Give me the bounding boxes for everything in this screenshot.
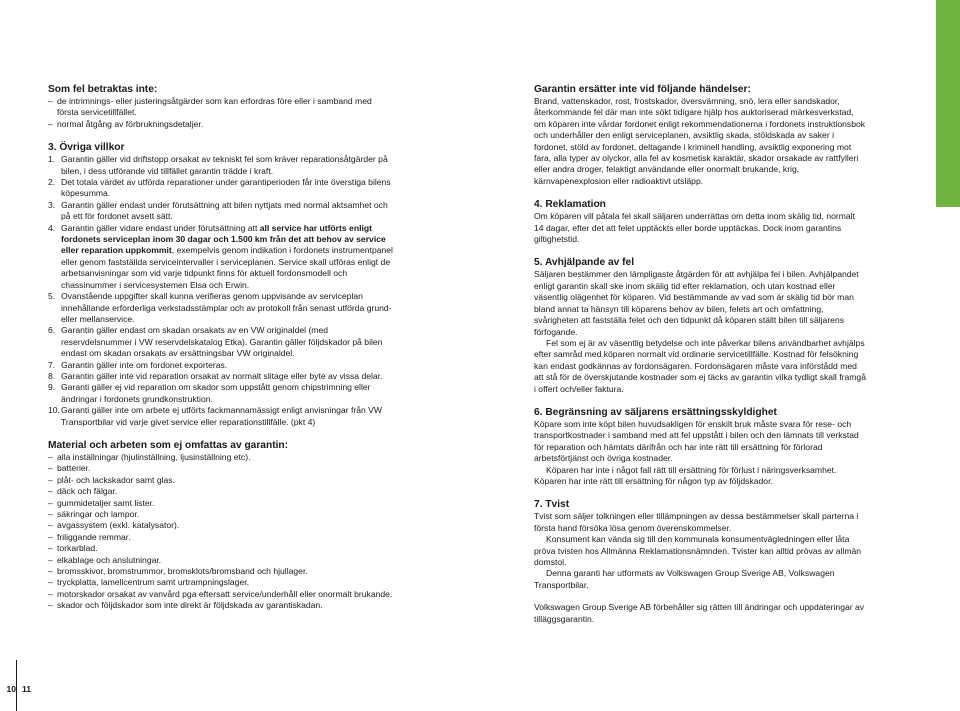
list-item: 9. Garanti gäller ej vid reparation om skador som uppstått genom chipstrimning eller ändringar i fordonets grundkonstruktion. [48,382,371,404]
list-item: – normal åtgång av förbrukningsdetaljer. [48,118,204,129]
list-item: – batterier. [48,463,91,474]
page-number-left: 10 [6,684,16,694]
events-heading: Garantin ersätter inte vid följande händelser: [534,84,751,95]
footer-note: Volkswagen Group Sverige AB förbehåller sig rätten till ändringar och uppdateringar av tilläggsgarantin. [534,602,865,624]
list-item: – säkringar och lampor. [48,509,140,519]
section-3-heading: 3. Övriga villkor [48,142,125,154]
list-item: 2. Det totala värdet av utförda reparationer under garantiperioden får inte överstiga bilens köpesumma. [48,177,391,199]
left-column [48,83,393,612]
list-item: – skador och följdskador som inte direkt är följdskada av garantiskadan. [48,600,323,611]
fault-list [48,96,393,130]
list-item: – elkablage och anslutningar. [48,554,162,565]
conditions-list [48,154,393,428]
list-item: 6. Garantin gäller endast om skadan orsakats av en VW originaldel (med reservdelsnummer i VW reservdelskatalog Etka). Garantin gäller följdskador på bilen endast om skadan orsakats av ersättningsbar VW originaldel. [48,325,383,359]
list-item: 4. Garantin gäller vidare endast under förutsättning att all service har utförts enligt fordonets serviceplan inom 30 dagar och 1.500 km från det att behov av service eller reparation uppkommit, exempelvis genom indikation i fordonets instrumentpanel eller genom fastställda serviceintervaller i serviceplanen. Service skall utföras enligt de arbetsanvisningar som vid varje tidpunkt finns för aktuell fordonsmodell och chassinummer i servicesystemen Elsa och Erwin. [48,222,393,290]
accent-color-bar [936,0,960,207]
list-item: – gummidetaljer samt lister. [48,497,155,508]
list-item: – avgassystem (exkl. katalysator). [48,520,180,531]
materials-list [48,452,393,612]
section-4-heading: 4. Reklamation [534,199,606,211]
section-7-heading: 7. Tvist [534,499,570,511]
section-7-paragraph: Konsument kan vända sig till den kommunala konsumentvägledningen eller låta pröva tvisten hos Allmänna Reklamationsnämnden. Tvister kan alltid prövas av allmän domstol. [534,534,862,567]
events-body: Brand, vattenskador, rost, frostskador, översvämning, snö, lera eller sandskador, återkommande fel där man inte sökt tidigare hjälp hos auktoriserad märkesverkstad, om köparen inte vårdar fordonet enligt rekommendationerna i fordonets instruktionsbok och underhåller den enligt serviceplanen, avsiktlig skada, stöldskada av saker i fordonet, stöld av fordonet, deltagande i kriminell handling, avsiktlig exponering mot fara, alla typer av olyckor, alla fel av kosmetisk karaktär, skador orsakade av rattfylleri eller andra droger, felaktigt användande eller onormalt brukande, krig, kärnvapenexplosion eller radioaktivt utsläpp. [534,96,866,186]
list-item: 7. Garantin gäller inte om fordonet exporteras. [48,359,228,370]
right-column [534,83,866,625]
list-item: – torkarblad. [48,543,98,554]
list-item: 5. Ovanstående uppgifter skall kunna verifieras genom uppvisande av serviceplan innehållande erforderliga verkstadsstämplar och av protokoll från senast utförda grund- eller mellanservice. [48,291,392,324]
section-7-paragraph: Denna garanti har utformats av Volkswagen Group Sverige AB, Volkswagen Transportbilar. [534,568,835,590]
section-5-paragraph: Säljaren bestämmer den lämpligaste åtgärden för att avhjälpa fel i bilen. Avhjälpandet enligt garantin skall ske inom skälig tid efter reklamation, och utan kostnad eller väsentlig olägenhet för köparen. Vid bestämmande av vad som är skälig tid bör man bland annat ta hänsyn till köparens behov av bilen, felets art och omfattning, svårigheten att fastställa felet och den tidpunkt då köparen ställt bilen till säljarens förfogande. [534,269,859,337]
fault-heading: Som fel betraktas inte: [48,84,158,95]
section-5-heading: 5. Avhjälpande av fel [534,257,635,269]
list-item: 3. Garantin gäller endast under förutsättning att bilen nyttjats med normal aktsamhet och på ett för fordonet avsett sätt. [48,199,388,222]
materials-heading: Material och arbeten som ej omfattas av garantin: [48,439,289,451]
page-divider [16,660,17,711]
list-item: – alla inställningar (hjulinställning, ljusinställning etc). [48,451,251,462]
list-item: 1. Garantin gäller vid driftstopp orsakat av tekniskt fel som kräver reparationsåtgärder på bilen, i dess utförande vid tillfället garantin trädde i kraft. [48,154,388,176]
list-item: – bromsskivor, bromstrummor, bromsklots/bromsband och hjullager. [48,566,308,577]
list-item: – däck och fälgar. [48,486,118,497]
section-6-paragraph: Köparen har inte i något fall rätt till ersättning för förlust i näringsverksamhet. Köparen har inte rätt till ersättning för någon typ av följdskador. [534,464,837,486]
list-item: – tryckplatta, lamellcentrum samt urtrampningslager. [48,577,249,588]
list-item: – de intrimnings- eller justeringsåtgärder som kan erfordras före eller i samband med första servicetillfället. [48,96,372,118]
list-item: – friliggande remmar. [48,531,131,542]
section-4-body: Om köparen vill påtala fel skall säljaren underrättas om detta inom skälig tid, normalt 14 dagar, efter det att felet upptäckts eller borde upptäckas. Dock inom garantins giltighetstid. [534,211,855,245]
page-number-right: 11 [22,684,32,694]
list-item: 10. Garanti gäller inte om arbete ej utförts fackmannamässigt enligt anvisningar från VW Transportbilar vid varje givet service eller reparationstillfälle. (pkt 4) [48,405,382,427]
section-7-paragraph: Tvist som säljer tolkningen eller tillämpningen av dessa bestämmelser skall parterna i första hand försöka lösa genom överenskommelser. [534,511,859,533]
section-6-paragraph: Köpare som inte köpt bilen huvudsakligen för enskilt bruk måste svara för rese- och transportkostnader i samband med att fel uppstått i bilen och den lämnats till verkstad för reparation och hämtats därifrån och har inte rätt till ersättning för förlorad arbetsförtjänst och övriga kostnader. [534,418,859,464]
list-item: – plåt- och lackskador samt glas. [48,474,175,485]
list-item: – motorskador orsakat av vanvård pga eftersatt service/underhåll eller onormalt brukande. [48,588,393,599]
section-5-paragraph: Fel som ej är av väsentlig betydelse och inte påverkar bilens användbarhet avhjälps efter samråd med köparen normalt vid ordinarie servicetillfälle. Kostnad för felsökning kan endast godkännas av fordonsägaren. Fordonsägaren måste vara införstådd med att stå för de överskjutande kostnader som ej täcks av garantin vilka tydligt skall framgå i offert och/eller faktura. [534,337,866,394]
list-item: 8. Garantin gäller inte vid reparation orsakat av normalt slitage eller byte av vissa delar. [48,370,383,381]
section-6-heading: 6. Begränsning av säljarens ersättningsskyldighet [534,406,777,418]
